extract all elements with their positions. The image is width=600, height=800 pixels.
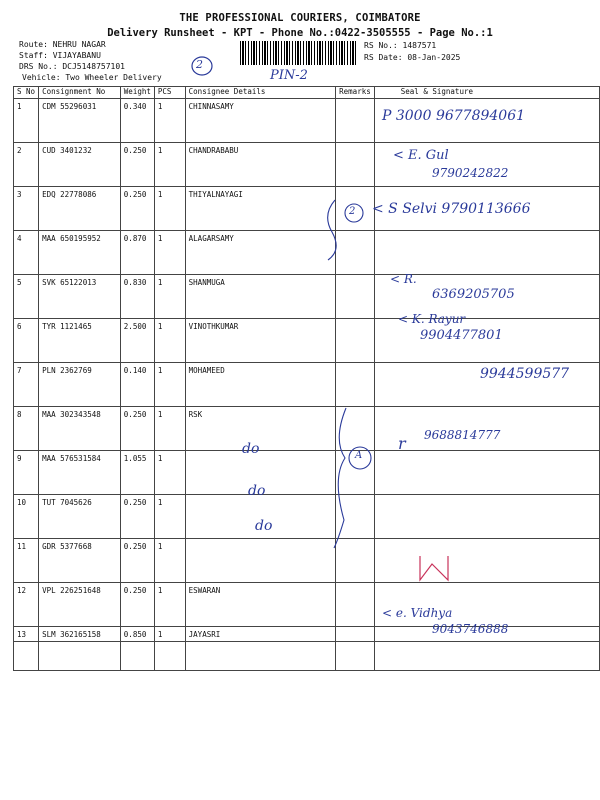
row-pcs: 1 bbox=[154, 143, 185, 187]
row-sno: 12 bbox=[14, 583, 39, 627]
signature-row9-phone: 9688814777 bbox=[424, 428, 501, 442]
row-weight: 0.250 bbox=[120, 539, 154, 583]
col-header-pcs: PCS bbox=[154, 87, 185, 99]
runsheet-subtitle: Delivery Runsheet - KPT - Phone No.:0422-3505555 - Page No.:1 bbox=[107, 27, 493, 39]
signature-row1: P 3000 9677894061 bbox=[382, 108, 526, 124]
row-consignment-no: PLN 2362769 bbox=[39, 363, 121, 407]
ditto-row10: do bbox=[248, 483, 266, 499]
col-header-consignee: Consignee Details bbox=[185, 87, 335, 99]
brace-rows-9-11 bbox=[334, 408, 346, 548]
ditto-row9: do bbox=[242, 441, 260, 457]
col-header-weight: Weight bbox=[120, 87, 154, 99]
row-pcs: 1 bbox=[154, 231, 185, 275]
row-pcs: 1 bbox=[154, 319, 185, 363]
row-consignment-no: GDR 5377668 bbox=[39, 539, 121, 583]
row-consignment-no: SLM 362165158 bbox=[39, 627, 121, 671]
row-sno: 3 bbox=[14, 187, 39, 231]
row-consignment-no: CUD 3401232 bbox=[39, 143, 121, 187]
signature-row6-phone: 9904477801 bbox=[420, 328, 503, 343]
row-consignee: VINOTHKUMAR bbox=[185, 319, 335, 363]
brace-rows-3-4 bbox=[328, 200, 337, 260]
col-header-sno: S No bbox=[14, 87, 39, 99]
row-weight: 0.870 bbox=[120, 231, 154, 275]
col-header-signature: Seal & Signature bbox=[374, 87, 599, 99]
row-sno: 5 bbox=[14, 275, 39, 319]
signature-row3: < S Selvi 9790113666 bbox=[372, 201, 531, 217]
row-sno: 8 bbox=[14, 407, 39, 451]
row-pcs: 1 bbox=[154, 187, 185, 231]
company-name: THE PROFESSIONAL COURIERS, COIMBATORE bbox=[179, 12, 421, 24]
row-consignment-no: MAA 576531584 bbox=[39, 451, 121, 495]
row-weight: 0.250 bbox=[120, 187, 154, 231]
signature-row7: 9944599577 bbox=[480, 366, 570, 382]
row-weight: 0.250 bbox=[120, 495, 154, 539]
signature-row13-phone: 9043746888 bbox=[432, 622, 509, 636]
row-sno: 1 bbox=[14, 99, 39, 143]
row-consignee: RSK bbox=[185, 407, 335, 451]
row-pcs: 1 bbox=[154, 407, 185, 451]
row-consignment-no: CDM 55296031 bbox=[39, 99, 121, 143]
row-pcs: 1 bbox=[154, 363, 185, 407]
pin-note: PIN-2 bbox=[270, 68, 308, 83]
row-consignment-no: SVK 65122013 bbox=[39, 275, 121, 319]
row-weight: 0.250 bbox=[120, 583, 154, 627]
row-pcs: 1 bbox=[154, 99, 185, 143]
signature-row6-name: < K. Rayur bbox=[398, 312, 466, 326]
circle-row3-text: 2 bbox=[349, 206, 356, 217]
col-header-consignment: Consignment No bbox=[39, 87, 121, 99]
circle-top-text: 2 bbox=[196, 58, 203, 71]
row-sno: 6 bbox=[14, 319, 39, 363]
row-consignee: MOHAMEED bbox=[185, 363, 335, 407]
row-weight: 0.850 bbox=[120, 627, 154, 671]
rs-date: RS Date: 08-Jan-2025 bbox=[364, 53, 461, 62]
signature-row2-name: < E. Gul bbox=[393, 148, 449, 163]
row-weight: 1.055 bbox=[120, 451, 154, 495]
row-weight: 0.830 bbox=[120, 275, 154, 319]
row-consignment-no: TUT 7045626 bbox=[39, 495, 121, 539]
signature-row5-phone: 6369205705 bbox=[432, 287, 515, 302]
row-consignee: ALAGARSAMY bbox=[185, 231, 335, 275]
signature-row5-name: < R. bbox=[390, 272, 417, 286]
row-consignee: THIYALNAYAGI bbox=[185, 187, 335, 231]
route-label: Route: NEHRU NAGAR bbox=[19, 40, 106, 49]
row-consignment-no: EDQ 22778086 bbox=[39, 187, 121, 231]
rs-number: RS No.: 1487571 bbox=[364, 41, 437, 50]
signature-row13-name: < e. Vidhya bbox=[382, 606, 453, 620]
staff-label: Staff: VIJAYABANU bbox=[19, 51, 101, 60]
row-consignee: CHINNASAMY bbox=[185, 99, 335, 143]
row-consignment-no: MAA 302343548 bbox=[39, 407, 121, 451]
row-consignee: JAYASRI bbox=[185, 627, 335, 671]
row-sno: 10 bbox=[14, 495, 39, 539]
row-weight: 0.250 bbox=[120, 407, 154, 451]
signature-row9-mark: r bbox=[398, 434, 406, 453]
row-weight: 0.250 bbox=[120, 143, 154, 187]
row-pcs: 1 bbox=[154, 539, 185, 583]
row-weight: 0.140 bbox=[120, 363, 154, 407]
row-pcs: 1 bbox=[154, 627, 185, 671]
col-header-remarks: Remarks bbox=[336, 87, 375, 99]
row-consignment-no: VPL 226251648 bbox=[39, 583, 121, 627]
row-consignment-no: MAA 650195952 bbox=[39, 231, 121, 275]
row-sno: 13 bbox=[14, 627, 39, 671]
row-sno: 2 bbox=[14, 143, 39, 187]
row-consignee: ESWARAN bbox=[185, 583, 335, 627]
row-pcs: 1 bbox=[154, 275, 185, 319]
row-consignee: CHANDRABABU bbox=[185, 143, 335, 187]
row-pcs: 1 bbox=[154, 451, 185, 495]
signature-row2-phone: 9790242822 bbox=[432, 166, 509, 180]
row-consignee: SHANMUGA bbox=[185, 275, 335, 319]
row-weight: 2.500 bbox=[120, 319, 154, 363]
row-pcs: 1 bbox=[154, 495, 185, 539]
row-sno: 4 bbox=[14, 231, 39, 275]
row-pcs: 1 bbox=[154, 583, 185, 627]
row-weight: 0.340 bbox=[120, 99, 154, 143]
row-sno: 11 bbox=[14, 539, 39, 583]
row-sno: 9 bbox=[14, 451, 39, 495]
vehicle-label: Vehicle: Two Wheeler Delivery bbox=[22, 73, 162, 82]
circle-row9-text: A bbox=[355, 450, 363, 461]
row-consignment-no: TYR 1121465 bbox=[39, 319, 121, 363]
drs-number: DRS No.: DCJ5148757101 bbox=[19, 62, 125, 71]
ditto-row11: do bbox=[255, 518, 273, 534]
row-sno: 7 bbox=[14, 363, 39, 407]
